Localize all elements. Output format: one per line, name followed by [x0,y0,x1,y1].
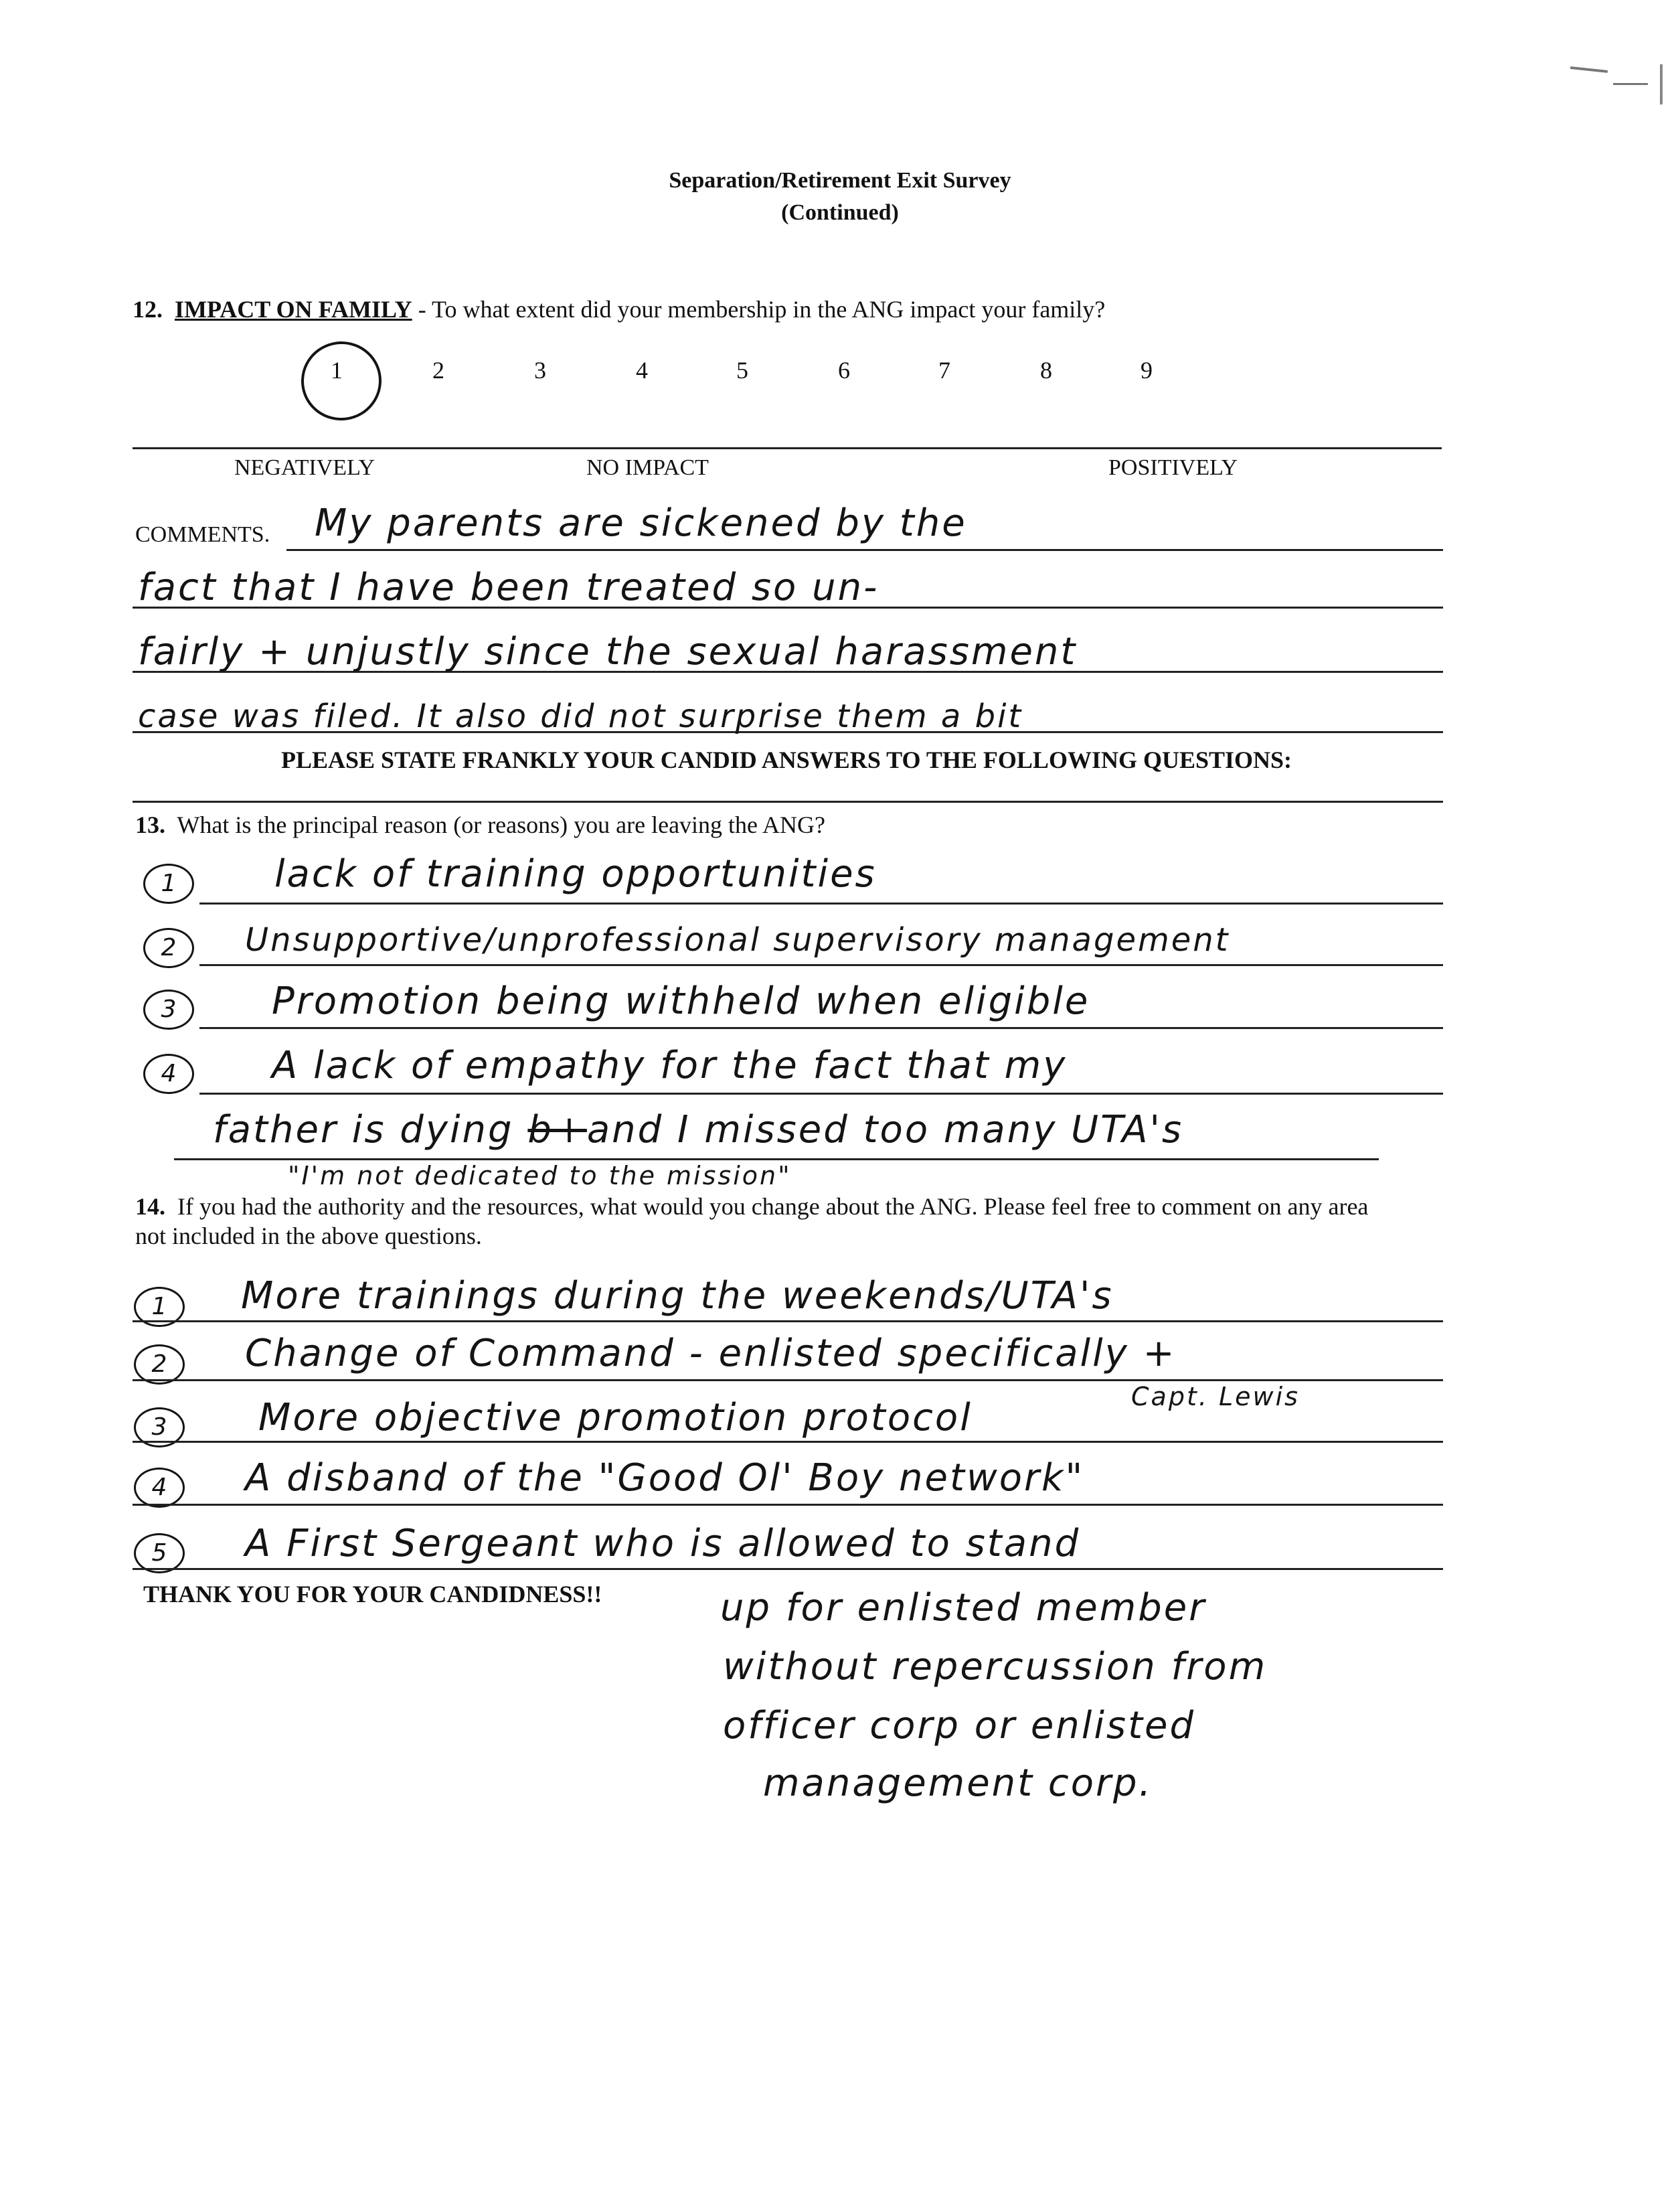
q14-answer-4-number: 4 [134,1468,185,1508]
q14-answer-5-number: 5 [134,1533,185,1573]
q13-answer-2-number: 2 [143,928,194,968]
q14-answer-1: More trainings during the weekends/UTA's [241,1274,1114,1318]
q14-question-line-2: not included in the above questions. [135,1223,482,1249]
q12-question-text: - To what extent did your membership in the ANG impact your family? [412,296,1106,323]
q14-continuation-1: up for enlisted member [720,1586,1207,1630]
q14-continuation-3: officer corp or enlisted [723,1704,1196,1747]
q12-number: 12. [133,296,163,323]
comments-label: COMMENTS. [135,522,270,547]
survey-subtitle: (Continued) [781,200,899,225]
q13-line-4 [199,1093,1443,1095]
q14-answer-2-number: 2 [134,1344,185,1385]
q13-answer-3-number: 3 [143,990,194,1030]
q13-answer-4: A lack of empathy for the fact that my [272,1044,1068,1087]
q13-quote: "I'm not dedicated to the mission" [288,1161,792,1190]
scale-option-7[interactable]: 7 [938,357,950,384]
scan-mark-3 [1660,64,1663,104]
scale-label-no-impact: NO IMPACT [586,455,709,480]
scale-option-5[interactable]: 5 [736,357,748,384]
q13-question-text: What is the principal reason (or reasons) you are leaving the ANG? [177,811,826,838]
scan-mark-1 [1570,66,1608,73]
q14-insert-note: Capt. Lewis [1131,1382,1300,1411]
q13-answer-1: lack of training opportunities [274,852,877,896]
scale-option-6[interactable]: 6 [838,357,850,384]
q13-line-3 [199,1027,1443,1029]
instructions: PLEASE STATE FRANKLY YOUR CANDID ANSWERS TO THE FOLLOWING QUESTIONS: [281,747,1292,773]
q13-cont-struck: b+ [527,1108,587,1152]
q12-question [133,295,1105,324]
q14-line-5 [133,1568,1443,1570]
q13-answer-1-number: 1 [143,864,194,904]
q13-cont-b: and I missed too many UTA's [586,1108,1184,1152]
scale-option-8[interactable]: 8 [1040,357,1052,384]
q14-question-text: If you had the authority and the resources, what would you change about the ANG. Please feel free to comment on any area [177,1193,1369,1220]
q14-answer-3-number: 3 [134,1407,185,1447]
q13-answer-4-continued [213,1110,1183,1150]
q14-answer-1-number: 1 [134,1287,185,1327]
scale-line [133,447,1442,449]
scale-option-3[interactable]: 3 [534,357,546,384]
survey-title: Separation/Retirement Exit Survey [669,168,1011,193]
q13-answer-4-number: 4 [143,1054,194,1094]
q13-answer-3: Promotion being withheld when eligible [272,979,1090,1023]
q14-number: 14. [135,1193,165,1220]
scale-option-4[interactable]: 4 [636,357,648,384]
comment-handwriting-1: My parents are sickened by the [315,501,967,545]
q13-question [135,810,825,840]
scale-label-positive: POSITIVELY [1108,455,1238,480]
q14-continuation-4: management corp. [763,1761,1153,1805]
q14-line-4 [133,1504,1443,1506]
instructions-line [133,801,1443,803]
q14-question-line-1 [135,1192,1368,1221]
selected-rating-circle [296,336,386,426]
q14-answer-4: A disband of the "Good Ol' Boy network" [245,1456,1085,1500]
scan-mark-2 [1613,83,1648,85]
q13-line-1 [199,903,1443,905]
q14-answer-5: A First Sergeant who is allowed to stand [245,1522,1081,1565]
comment-handwriting-4: case was filed. It also did not surprise them a bit [138,698,1023,735]
q14-line-3 [133,1441,1443,1443]
q14-answer-3: More objective promotion protocol [258,1396,973,1439]
q14-answer-2: Change of Command - enlisted specifically + [245,1332,1177,1375]
comment-handwriting-2: fact that I have been treated so un- [138,566,879,609]
comments-line-1 [286,549,1443,551]
q13-answer-2: Unsupportive/unprofessional supervisory management [245,921,1230,959]
q14-line-1 [133,1320,1443,1322]
scale-option-1[interactable]: 1 [331,357,343,384]
q13-number: 13. [135,811,165,838]
q14-continuation-2: without repercussion from [723,1645,1268,1689]
thank-you-footer: THANK YOU FOR YOUR CANDIDNESS!! [143,1581,602,1607]
scale-option-2[interactable]: 2 [432,357,444,384]
scale-label-negative: NEGATIVELY [234,455,375,480]
comment-handwriting-3: fairly + unjustly since the sexual harassment [138,630,1078,674]
q12-heading: IMPACT ON FAMILY [175,296,412,323]
scale-option-9[interactable]: 9 [1141,357,1153,384]
q13-cont-a: father is dying [213,1108,528,1152]
q13-line-2 [199,964,1443,966]
